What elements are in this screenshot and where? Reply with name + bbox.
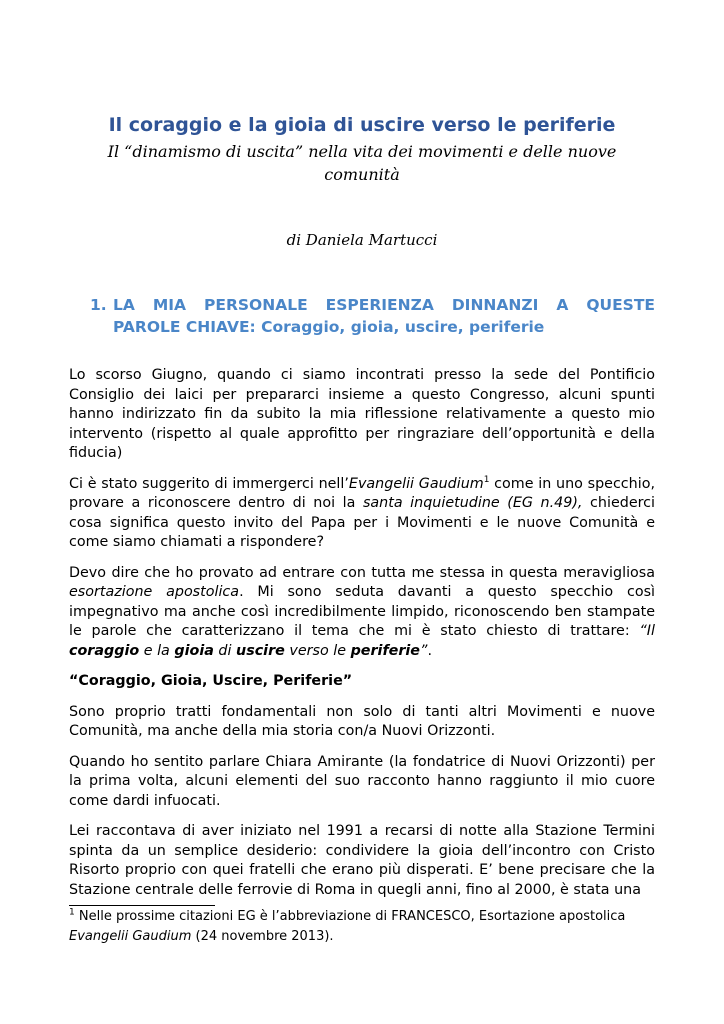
quote-part: “Il	[639, 623, 655, 639]
section-heading-line-2: PAROLE CHIAVE: Coraggio, gioia, uscire, periferie	[113, 318, 545, 336]
p3-text-c: . Mi sono seduta davanti a questo specchio così impegnativo ma anche così incredibilmente limpido, riconoscendo ben stampate le parole che caratterizzano il tema che mi è stato chiesto di trattare:	[69, 584, 655, 639]
footnote-text-c: (24 novembre 2013).	[191, 929, 334, 944]
p2-book-title: Evangelii Gaudium	[348, 475, 484, 492]
footnote-ref: 1	[483, 474, 490, 485]
footnote-book-title: Evangelii Gaudium	[69, 929, 192, 944]
quote-keyword: uscire	[236, 642, 285, 659]
quote-keyword: periferie	[350, 642, 421, 659]
footnote-separator	[69, 905, 215, 906]
p3-text-a: Devo dire che ho provato ad entrare con tutta me stessa in questa meravigliosa	[69, 564, 655, 581]
p2-text-a: Ci è stato suggerito di immergerci nell’	[69, 475, 349, 492]
p3-end: .	[427, 642, 432, 659]
paragraph-3	[69, 564, 655, 662]
footnote	[69, 907, 655, 947]
quote-part: e la	[139, 642, 175, 659]
p3-emphasis: esortazione apostolica	[69, 584, 240, 600]
section-heading	[90, 294, 655, 338]
paragraph-2	[69, 475, 655, 553]
body-text	[69, 366, 655, 911]
quote-part: ”	[420, 642, 428, 659]
author-line: di Daniela Martucci	[286, 231, 438, 249]
p2-text-e: chiederci cosa significa questo invito del Papa per i Movimenti e le nuove Comunità e come siamo chiamati a rispondere?	[69, 495, 656, 550]
p2-text-c: come in uno specchio, provare a riconoscere dentro di noi la	[69, 475, 655, 511]
document-title: Il coraggio e la gioia di uscire verso le periferie	[108, 114, 616, 136]
document-subtitle: Il “dinamismo di uscita” nella vita dei movimenti e delle nuove comunità	[107, 142, 617, 184]
section-heading-line-1: LA MIA PERSONALE ESPERIENZA DINNANZI A QUESTE	[113, 296, 655, 314]
paragraph-1: Lo scorso Giugno, quando ci siamo incontrati presso la sede del Pontificio Consiglio dei laici per prepararci insieme a questo Congresso, alcuni spunti hanno indirizzato fin da subito la mia riflessione relativamente a questo mio intervento (rispetto al quale approfitto per ringraziare dell’opportunità e della fiducia)	[69, 367, 655, 461]
section-number: 1.	[90, 296, 107, 314]
paragraph-7: Lei raccontava di aver iniziato nel 1991 a recarsi di notte alla Stazione Termini spinta da un semplice desiderio: condividere la gioia dell’incontro con Cristo Risorto proprio con quei fratelli che erano più disperati. E’ bene precisare che la Stazione centrale delle ferrovie di Roma in quegli anni, fino al 2000, è stata una	[69, 823, 655, 898]
footnote-text-a: Nelle prossime citazioni EG è l’abbreviazione di FRANCESCO, Esortazione apostolica	[74, 909, 626, 924]
keywords-heading: “Coraggio, Gioia, Uscire, Periferie”	[69, 673, 353, 689]
paragraph-6: Quando ho sentito parlare Chiara Amirante (la fondatrice di Nuovi Orizzonti) per la prima volta, alcuni elementi del suo racconto hanno raggiunto il mio cuore come dardi infuocati.	[69, 753, 655, 809]
quote-part: di	[213, 642, 237, 659]
quote-part: verso le	[284, 642, 351, 659]
quote-keyword: gioia	[174, 642, 214, 659]
footnote-mark: 1	[69, 907, 75, 918]
p2-citation: santa inquietudine (EG n.49),	[362, 495, 583, 511]
paragraph-5: Sono proprio tratti fondamentali non solo di tanti altri Movimenti e nuove Comunità, ma anche della mia storia con/a Nuovi Orizzonti.	[69, 703, 655, 739]
quote-keyword: coraggio	[69, 642, 140, 659]
